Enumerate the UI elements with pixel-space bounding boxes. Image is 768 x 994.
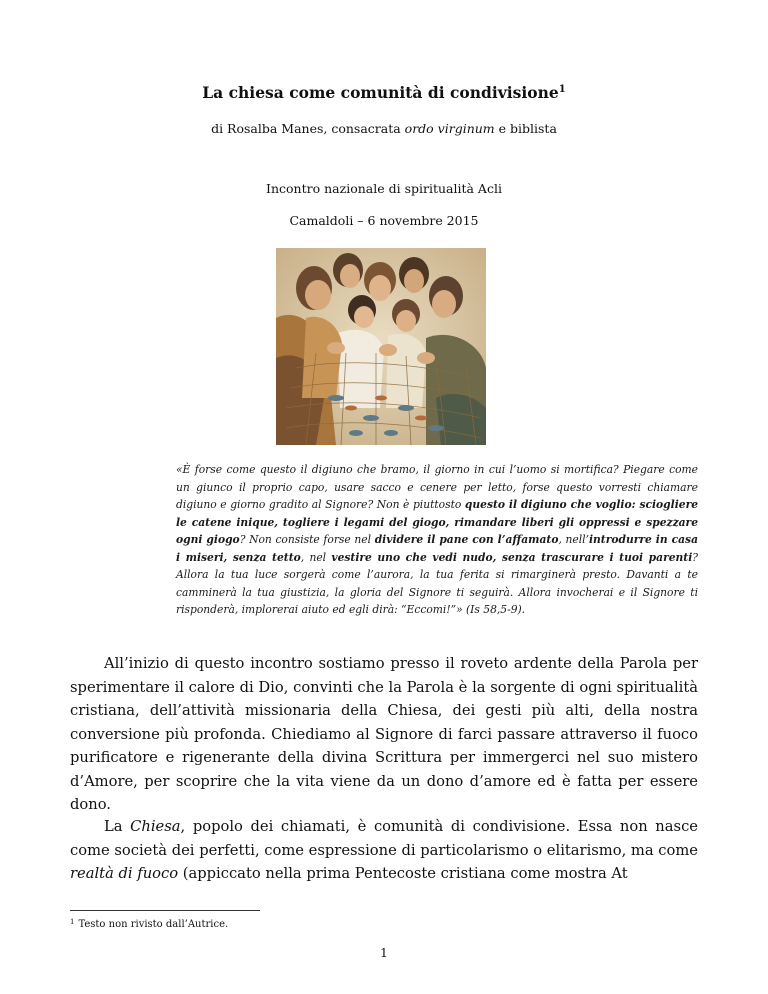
quote-seg-0: «È forse come questo il digiuno che bramo, il giorno in cui l’uomo si mortifica? Piegare come un giunco il proprio capo, usare sacco e cenere per letto, forse questo vorresti chiamare digiuno e giorno gradito al Signore? Non è piuttosto xyxy=(176,463,698,511)
quote-seg-7: vestire uno che vedi nudo, senza trascurare i tuoi parenti xyxy=(331,550,693,564)
paragraph-1-text: All’inizio di questo incontro sostiamo presso il roveto ardente della Parola per sperimentare il calore di Dio, convinti che la Parola è la sorgente di ogni spiritualità cristiana, dell’attività missionaria della Chiesa, dei gesti più alti, della nostra conversione più profonda. Chiediamo al Signore di farci passare attraverso il fuoco purificatore e rigenerante della divina Scrittura per immergerci nel suo mistero d’Amore, per scoprire che la vita viene da un dono d’amore ed è fatta per essere dono. xyxy=(70,655,698,813)
paragraph-2-c: (appiccato nella prima Pentecoste cristiana come mostra At xyxy=(178,865,628,882)
quote-seg-4: , nell’ xyxy=(558,533,589,546)
byline-prefix: di Rosalba Manes, consacrata xyxy=(211,121,405,136)
epigraph-quote xyxy=(176,461,698,619)
page-number: 1 xyxy=(380,946,388,960)
footnote-text: Testo non rivisto dall’Autrice. xyxy=(78,919,229,930)
quote-seg-3: dividere il pane con l’affamato xyxy=(374,533,559,546)
byline-suffix: e biblista xyxy=(494,121,557,136)
body-paragraph-1 xyxy=(70,652,698,817)
footnote xyxy=(70,918,228,930)
author-byline xyxy=(0,121,768,136)
quote-seg-2: ? Non consiste forse nel xyxy=(239,533,375,546)
footnote-divider xyxy=(70,910,260,911)
quote-seg-1: questo il digiuno che voglio: sciogliere le catene inique, togliere i legami del giogo, rimandare liberi gli oppressi e spezzare ogni giogo xyxy=(176,498,699,546)
mosaic-fishermen-with-nets-image xyxy=(276,248,486,445)
byline-italic: ordo virginum xyxy=(404,121,495,136)
document-title xyxy=(0,83,768,102)
title-text: La chiesa come comunità di condivisione xyxy=(202,83,559,102)
title-footnote-mark: 1 xyxy=(558,84,566,95)
paragraph-2-chiesa: Chiesa xyxy=(130,818,181,835)
paragraph-2-b: , popolo dei chiamati, è comunità di condivisione. Essa non nasce come società dei perfetti, come espressione di particolarismo o elitarismo, ma come xyxy=(70,818,698,859)
event-date: Camaldoli – 6 novembre 2015 xyxy=(289,213,479,228)
paragraph-2-realta: realtà di fuoco xyxy=(70,865,179,882)
body-paragraph-2 xyxy=(70,815,698,886)
quote-seg-5: introdurre in casa i miseri, senza tetto xyxy=(176,533,698,564)
quote-seg-8: ? Allora la tua luce sorgerà come l’aurora, la tua ferita si rimarginerà presto. Davanti a te camminerà la tua giustizia, la gloria del Signore ti seguirà. Allora invocherai e il Signore ti risponderà, implorerai aiuto ed egli dirà: “Eccomi!”» (Is 58,5-9). xyxy=(176,550,698,616)
quote-seg-6: , nel xyxy=(300,550,332,564)
paragraph-2-a: La xyxy=(104,818,131,835)
footnote-mark: 1 xyxy=(70,918,75,926)
event-name: Incontro nazionale di spiritualità Acli xyxy=(266,181,502,196)
